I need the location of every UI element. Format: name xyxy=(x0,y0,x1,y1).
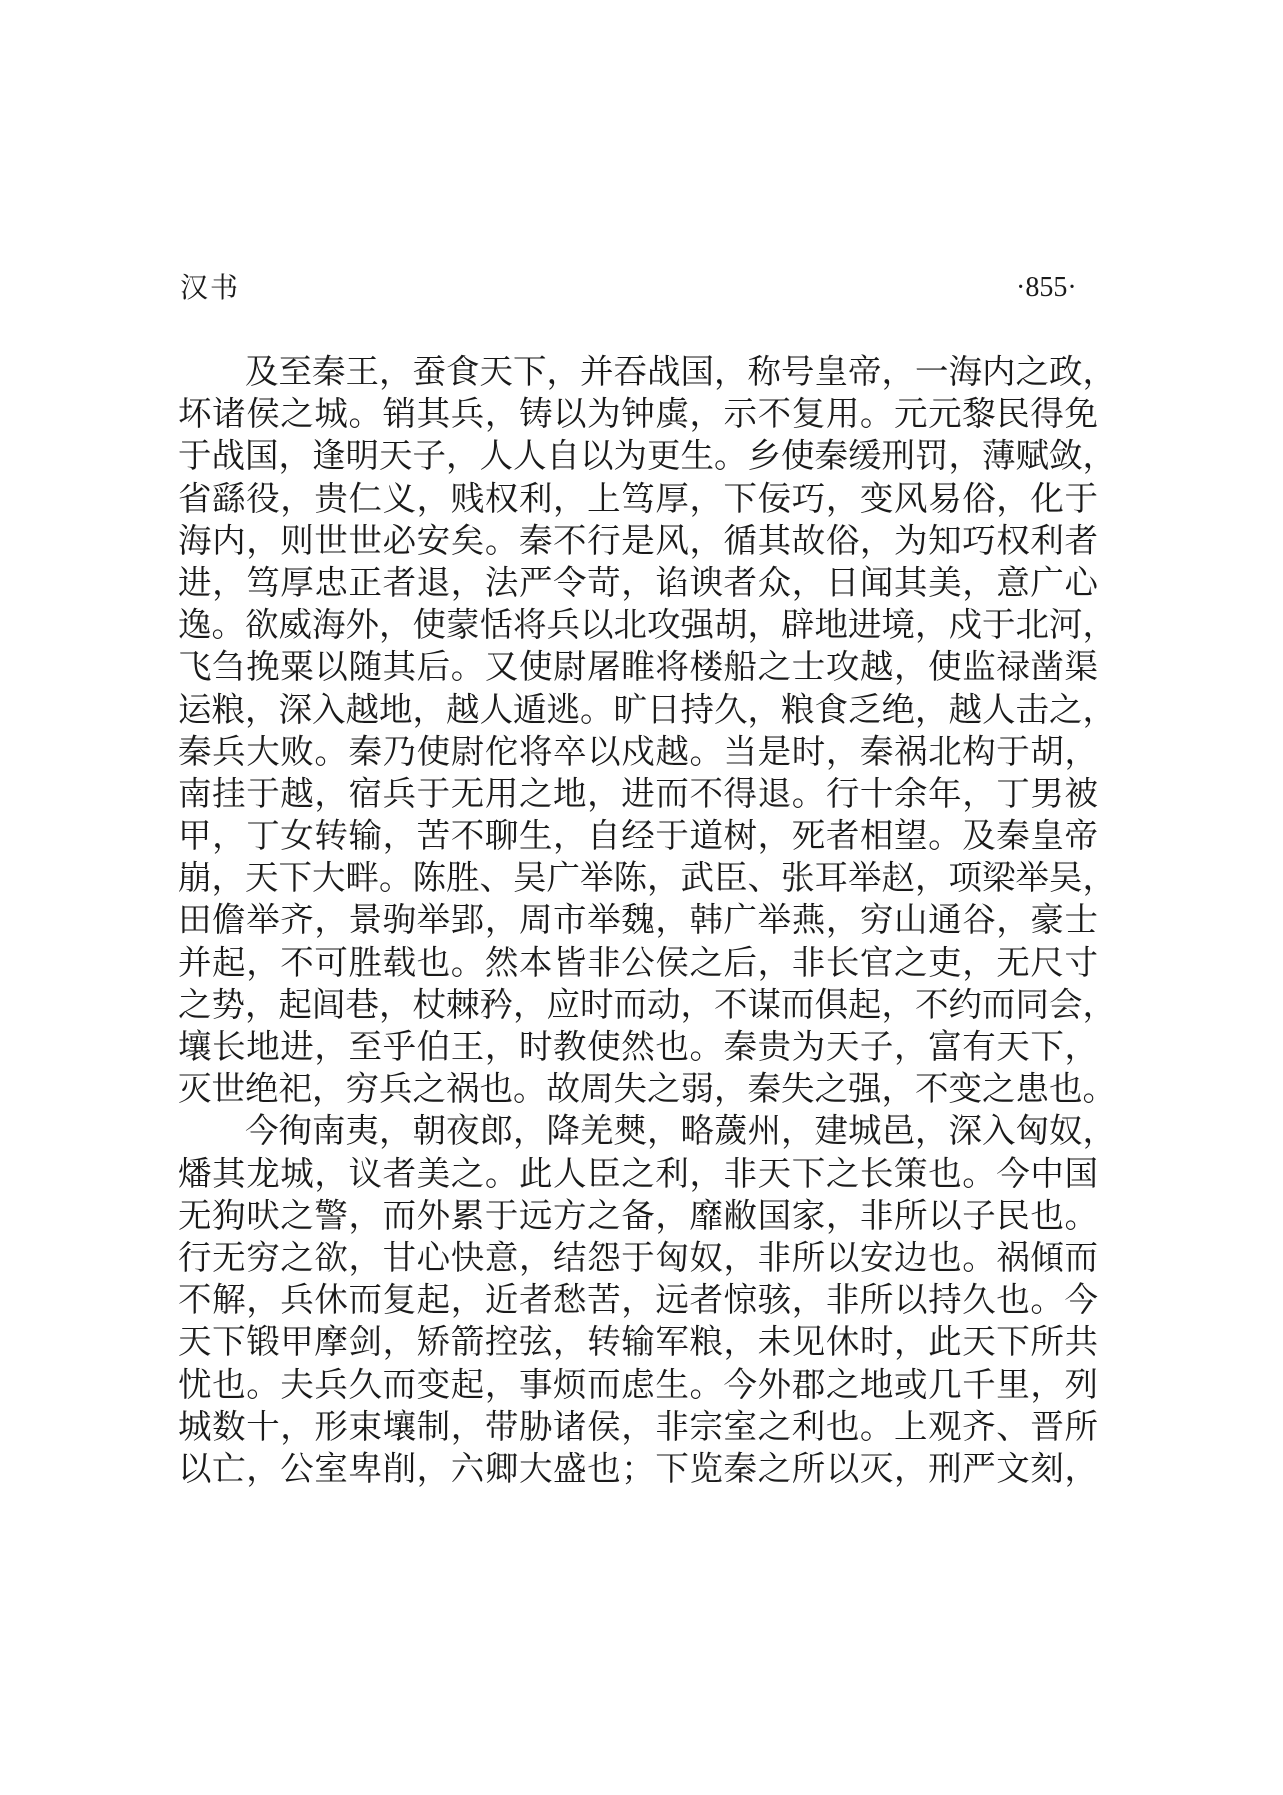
text-line: 海内，则世世必安矣。秦不行是风，循其故俗，为知巧权利者 xyxy=(178,520,1098,560)
text-line: 天下锻甲摩剑，矫箭控弦，转输军粮，未见休时，此天下所共 xyxy=(178,1322,1098,1362)
text-line: 不解，兵休而复起，近者愁苦，远者惊骇，非所以持久也。今 xyxy=(178,1280,1098,1320)
text-line: 行无穷之欲，甘心快意，结怨于匈奴，非所以安边也。祸傾而 xyxy=(178,1237,1098,1277)
text-line: 进，笃厚忠正者退，法严令苛，谄谀者众，日闻其美，意广心 xyxy=(178,562,1098,602)
text-line: 燔其龙城，议者美之。此人臣之利，非天下之长策也。今中国 xyxy=(178,1153,1098,1193)
text-line: 田儋举齐，景驹举郢，周市举魏，韩广举燕，穷山通谷，豪士 xyxy=(178,900,1098,940)
text-line: 省繇役，贵仁义，贱权利，上笃厚，下佞巧，变风易俗，化于 xyxy=(178,478,1098,518)
page-header xyxy=(0,268,1283,308)
text-line: 逸。欲威海外，使蒙恬将兵以北攻强胡，辟地进境，戍于北河， xyxy=(178,605,1116,645)
text-line: 飞刍挽粟以随其后。又使尉屠睢将楼船之士攻越，使监禄凿渠 xyxy=(178,647,1098,687)
text-line: 今徇南夷，朝夜郎，降羌僰，略薉州，建城邑，深入匈奴， xyxy=(245,1111,1116,1151)
text-line: 无狗吠之警，而外累于远方之备，靡敝国家，非所以子民也。 xyxy=(178,1195,1098,1235)
text-line: 壤长地进，至乎伯王，时教使然也。秦贵为天子，富有天下， xyxy=(178,1027,1098,1066)
text-line: 秦兵大败。秦乃使尉佗将卒以戍越。当是时，秦祸北构于胡， xyxy=(178,731,1098,771)
text-line: 灭世绝祀，穷兵之祸也。故周失之弱，秦失之强，不变之患也。 xyxy=(178,1069,1116,1109)
text-line: 之势，起闾巷，杖棘矜，应时而动，不谋而俱起，不约而同会， xyxy=(178,984,1116,1024)
text-line: 崩，天下大畔。陈胜、吴广举陈，武臣、张耳举赵，项梁举吴， xyxy=(178,858,1116,898)
text-line: 忧也。夫兵久而变起，事烦而虑生。今外郡之地或几千里，列 xyxy=(178,1364,1098,1404)
text-line: 甲，丁女转输，苦不聊生，自经于道树，死者相望。及秦皇帝 xyxy=(178,816,1098,856)
text-line: 于战国，逢明天子，人人自以为更生。乡使秦缓刑罚，薄赋敛， xyxy=(178,436,1116,476)
text-line: 及至秦王，蚕食天下，并吞战国，称号皇帝，一海内之政， xyxy=(245,352,1116,391)
text-line: 坏诸侯之城。销其兵，铸以为钟虡，示不复用。元元黎民得免 xyxy=(178,394,1098,434)
page-number: ·855· xyxy=(1016,272,1077,303)
body-text xyxy=(178,351,1116,1490)
book-title: 汉书 xyxy=(180,271,241,304)
text-line: 以亡，公室卑削，六卿大盛也；下览秦之所以灭，刑严文刻， xyxy=(178,1448,1098,1488)
text-line: 城数十，形束壤制，带胁诸侯，非宗室之利也。上观齐、晋所 xyxy=(178,1406,1098,1446)
text-line: 运粮，深入越地，越人遁逃。旷日持久，粮食乏绝，越人击之， xyxy=(178,689,1116,729)
text-line: 并起，不可胜载也。然本皆非公侯之后，非长官之吏，无尺寸 xyxy=(178,942,1098,982)
text-line: 南挂于越，宿兵于无用之地，进而不得退。行十余年，丁男被 xyxy=(178,773,1098,813)
